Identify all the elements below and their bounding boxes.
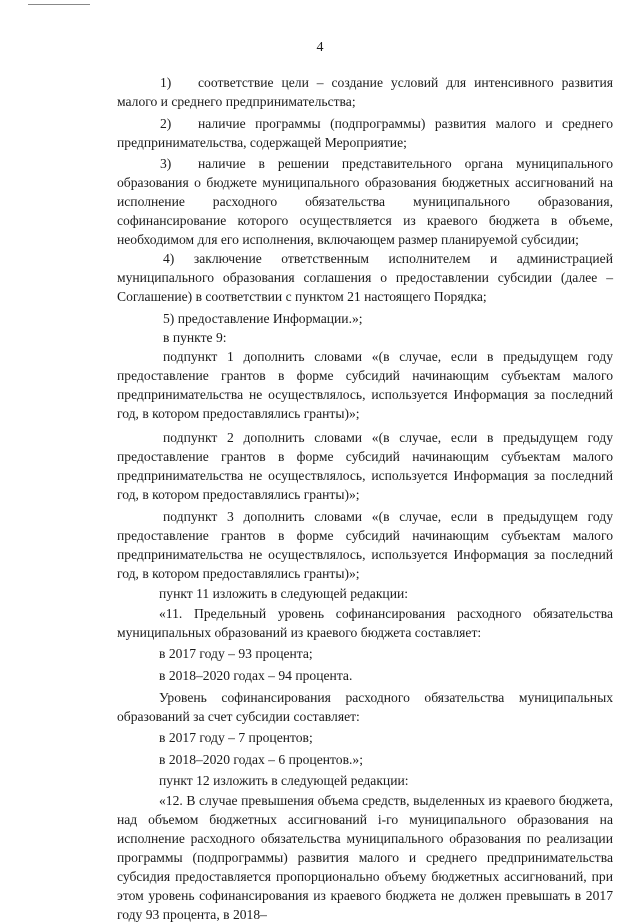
- paragraph-clause-11-intro: пункт 11 изложить в следующей редакции:: [159, 586, 409, 601]
- list-number: 2): [160, 116, 172, 131]
- paragraph-subsidy-level: Уровень софинансирования расходного обязательства муниципальных образований за счет субсидии составляет:: [117, 690, 613, 724]
- paragraph-2017-rate: в 2017 году – 93 процента;: [159, 646, 313, 661]
- page-number: 4: [316, 40, 324, 55]
- list-number: 1): [160, 75, 172, 90]
- paragraph-2017-subsidy: в 2017 году – 7 процентов;: [159, 730, 313, 745]
- scan-corner-line: [28, 4, 90, 5]
- paragraph-2018-subsidy: в 2018–2020 годах – 6 процентов.»;: [159, 752, 363, 767]
- paragraph-clause-12: «12. В случае превышения объема средств, выделенных из краевого бюджета, над объемом бюджетных ассигнований i-го муниципального образования на исполнение расходного обязательства муниципального образования по реализации программы (подпрограммы) развития малого и среднего предпринимательства субсидия предоставляется пропорционально объему бюджетных ассигнований, при этом уровень софинансирования из краевого бюджета не должен превышать в 2017 году 93 процента, в 2018–: [117, 793, 613, 922]
- list-item-2: [117, 114, 613, 152]
- paragraph-subclause-2: подпункт 2 дополнить словами «(в случае, если в предыдущем году предоставление грантов в форме субсидий начинающим субъектам малого предпринимательства не осуществлялось, используется Информация за последний год, в котором предоставлялись гранты)»;: [117, 430, 613, 502]
- list-number: 3): [160, 156, 172, 171]
- paragraph-2018-rate: в 2018–2020 годах – 94 процента.: [159, 668, 353, 683]
- list-item-1: [117, 73, 613, 111]
- list-item-text: наличие программы (подпрограммы) развития малого и среднего предпринимательства, содержащей Мероприятие;: [117, 116, 613, 150]
- list-item-text: соответствие цели – создание условий для интенсивного развития малого и среднего предпринимательства;: [117, 75, 613, 109]
- paragraph-clause-9: в пункте 9:: [163, 330, 227, 345]
- list-item-text: наличие в решении представительного органа муниципального образования о бюджете муниципального образования бюджетных ассигнований на исполнение расходного обязательства муниципального образования, софинансирование которого осуществляется из краевого бюджета в объеме, необходимом для его исполнения, включающем размер планируемой субсидии;: [117, 156, 613, 247]
- list-item-5: 5) предоставление Информации.»;: [163, 311, 363, 326]
- list-item-4: 4) заключение ответственным исполнителем и администрацией муниципального образования соглашения о предоставлении субсидии (далее – Соглашение) в соответствии с пунктом 21 настоящего Порядка;: [117, 251, 613, 304]
- paragraph-clause-11: «11. Предельный уровень софинансирования расходного обязательства муниципальных образований из краевого бюджета составляет:: [117, 606, 613, 640]
- document-body: [117, 73, 613, 924]
- paragraph-subclause-1: подпункт 1 дополнить словами «(в случае, если в предыдущем году предоставление грантов в форме субсидий начинающим субъектам малого предпринимательства не осуществлялось, используется Информация за последний год, в котором предоставлялись гранты)»;: [117, 349, 613, 421]
- paragraph-clause-12-intro: пункт 12 изложить в следующей редакции:: [159, 773, 409, 788]
- list-item-3: [117, 154, 613, 249]
- paragraph-subclause-3: подпункт 3 дополнить словами «(в случае, если в предыдущем году предоставление грантов в форме субсидий начинающим субъектам малого предпринимательства не осуществлялось, используется Информация за последний год, в котором предоставлялись гранты)»;: [117, 509, 613, 581]
